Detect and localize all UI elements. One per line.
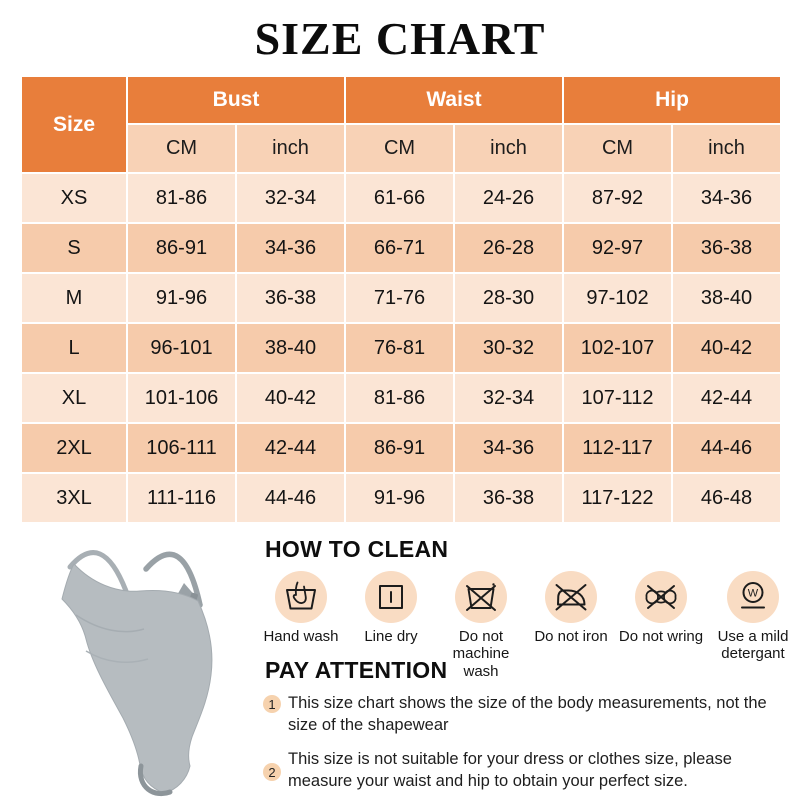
mild-detergent-icon (727, 571, 779, 623)
pay-attention-heading: PAY ATTENTION (265, 657, 448, 683)
care-item-mild-detergent (706, 571, 800, 680)
measurement-cell: 34-36 (454, 423, 563, 473)
unit-header: CM (345, 124, 454, 173)
measurement-cell: 117-122 (563, 473, 672, 523)
measurement-cell: 36-38 (672, 223, 781, 273)
attention-note (263, 749, 796, 793)
measurement-cell: 36-38 (454, 473, 563, 523)
care-label: Do not wring (618, 628, 704, 645)
care-label: Line dry (364, 628, 418, 645)
care-item-do-not-machine-wash (436, 571, 526, 680)
measurement-cell: 111-116 (127, 473, 236, 523)
measurement-cell: 61-66 (345, 173, 454, 223)
note-text: This size chart shows the size of the body measurements, not the size of the shapewear (288, 694, 767, 734)
attention-note (263, 693, 796, 737)
measurement-cell: 42-44 (236, 423, 345, 473)
waist-group-header: Waist (345, 76, 563, 124)
measurement-cell: 36-38 (236, 273, 345, 323)
measurement-cell: 101-106 (127, 373, 236, 423)
table-row (21, 323, 781, 373)
table-row (21, 273, 781, 323)
page-title: SIZE CHART (254, 13, 546, 64)
hip-group-header: Hip (563, 76, 781, 124)
table-row (21, 373, 781, 423)
care-label: Do not iron (534, 628, 608, 645)
size-column-header: Size (21, 76, 127, 173)
care-item-do-not-iron (526, 571, 616, 680)
do-not-wring-icon (635, 571, 687, 623)
bodysuit-torso (62, 564, 212, 793)
do-not-machine-wash-icon (455, 571, 507, 623)
line-dry-icon (365, 571, 417, 623)
care-label: Do not machine wash (452, 628, 510, 680)
measurement-cell: 44-46 (672, 423, 781, 473)
table-unit-header-row (21, 124, 781, 173)
unit-header: inch (236, 124, 345, 173)
measurement-cell: 46-48 (672, 473, 781, 523)
hand-wash-icon (275, 571, 327, 623)
size-cell: 3XL (21, 473, 127, 523)
measurement-cell: 97-102 (563, 273, 672, 323)
table-row (21, 223, 781, 273)
measurement-cell: 28-30 (454, 273, 563, 323)
size-cell: L (21, 323, 127, 373)
measurement-cell: 96-101 (127, 323, 236, 373)
note-text: This size is not suitable for your dress or clothes size, please measure your waist and hip to obtain your perfect size. (288, 750, 732, 790)
unit-header: CM (563, 124, 672, 173)
measurement-cell: 40-42 (236, 373, 345, 423)
measurement-cell: 71-76 (345, 273, 454, 323)
unit-header: inch (454, 124, 563, 173)
size-cell: S (21, 223, 127, 273)
measurement-cell: 38-40 (672, 273, 781, 323)
measurement-cell: 66-71 (345, 223, 454, 273)
measurement-cell: 86-91 (127, 223, 236, 273)
unit-header: CM (127, 124, 236, 173)
how-to-clean-heading: HOW TO CLEAN (265, 536, 449, 562)
size-cell: 2XL (21, 423, 127, 473)
measurement-cell: 38-40 (236, 323, 345, 373)
measurement-cell: 32-34 (236, 173, 345, 223)
bodysuit-product-image (40, 535, 260, 800)
size-cell: XS (21, 173, 127, 223)
measurement-cell: 112-117 (563, 423, 672, 473)
measurement-cell: 76-81 (345, 323, 454, 373)
measurement-cell: 102-107 (563, 323, 672, 373)
table-row (21, 473, 781, 523)
care-item-do-not-wring (616, 571, 706, 680)
measurement-cell: 42-44 (672, 373, 781, 423)
care-label: Use a mild detergant (717, 628, 789, 663)
measurement-cell: 44-46 (236, 473, 345, 523)
measurement-cell: 107-112 (563, 373, 672, 423)
measurement-cell: 81-86 (345, 373, 454, 423)
svg-text:W: W (747, 587, 759, 600)
table-row (21, 423, 781, 473)
measurement-cell: 34-36 (236, 223, 345, 273)
note-number-badge: 2 (263, 763, 281, 781)
measurement-cell: 106-111 (127, 423, 236, 473)
care-label: Hand wash (263, 628, 339, 645)
measurement-cell: 81-86 (127, 173, 236, 223)
measurement-cell: 30-32 (454, 323, 563, 373)
measurement-cell: 40-42 (672, 323, 781, 373)
measurement-cell: 87-92 (563, 173, 672, 223)
measurement-cell: 24-26 (454, 173, 563, 223)
size-cell: XL (21, 373, 127, 423)
unit-header: inch (672, 124, 781, 173)
measurement-cell: 91-96 (127, 273, 236, 323)
table-group-header-row (21, 76, 781, 124)
bust-group-header: Bust (127, 76, 345, 124)
measurement-cell: 26-28 (454, 223, 563, 273)
measurement-cell: 32-34 (454, 373, 563, 423)
measurement-cell: 34-36 (672, 173, 781, 223)
measurement-cell: 86-91 (345, 423, 454, 473)
note-number-badge: 1 (263, 695, 281, 713)
do-not-iron-icon (545, 571, 597, 623)
size-cell: M (21, 273, 127, 323)
measurement-cell: 91-96 (345, 473, 454, 523)
table-row (21, 173, 781, 223)
size-chart-table (20, 75, 782, 524)
measurement-cell: 92-97 (563, 223, 672, 273)
